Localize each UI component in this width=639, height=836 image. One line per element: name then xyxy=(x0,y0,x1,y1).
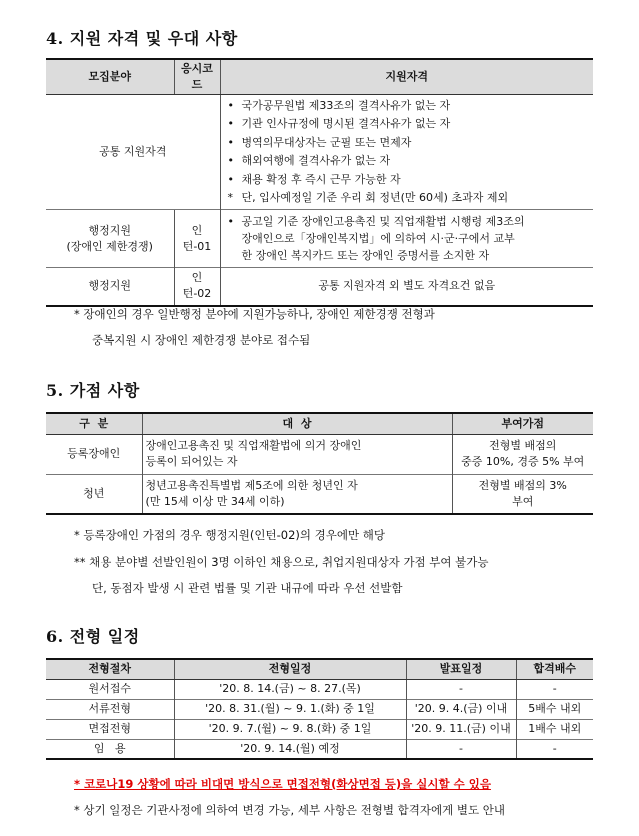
points-cell: 전형별 배점의 중증 10%, 경증 5% 부여 xyxy=(452,434,593,474)
section-5-note-1: * 등록장애인 가점의 경우 행정지원(인턴-02)의 경우에만 해당 xyxy=(74,528,385,542)
schedule-table xyxy=(46,658,593,760)
bullet-icon: • xyxy=(227,172,234,186)
list-item-note: * 단, 입사예정일 기준 우리 회 정년(만 60세) 초과자 제외 xyxy=(228,189,591,208)
disabled-code-cell: 인턴-01 xyxy=(174,210,220,268)
multiple-cell: - xyxy=(516,739,593,759)
asterisk-icon: * xyxy=(227,191,233,204)
header-points: 부여가점 xyxy=(452,413,593,434)
bullet-icon: • xyxy=(227,117,234,130)
header-category: 구 분 xyxy=(46,413,142,434)
header-field: 모집분야 xyxy=(46,59,174,95)
header-schedule: 전형일정 xyxy=(174,659,406,679)
disabled-qualification-cell: • 공고일 기준 장애인고용촉진 및 직업재활법 시행령 제3조의 장애인으로「장애인복지법」에 의하여 시·군·구에서 교부 한 장애인 복지카드 또는 장애인 증명서를 소지한 자 xyxy=(220,210,593,268)
header-target: 대 상 xyxy=(142,413,452,434)
common-qualification-label: 공통 지원자격 xyxy=(46,95,220,210)
target-cell: 청년고용촉진특별법 제5조에 의한 청년인 자 (만 15세 이상 만 34세 이하) xyxy=(142,474,452,514)
bullet-icon: • xyxy=(227,98,234,112)
disabled-field-cell: 행정지원 (장애인 제한경쟁) xyxy=(46,210,174,268)
list-item: • 해외여행에 결격사유가 없는 자 xyxy=(228,152,591,171)
section-6-note-schedule-change: * 상기 일정은 기관사정에 의하여 변경 가능, 세부 사항은 전형별 합격자에게 별도 안내 xyxy=(74,803,505,817)
table-row xyxy=(46,739,593,759)
stage-cell: 원서접수 xyxy=(46,679,174,699)
header-code: 응시코드 xyxy=(174,59,220,95)
section-5-title: 5. 가점 사항 xyxy=(46,381,140,400)
section-4-note-line-2: 중복지원 시 장애인 제한경쟁 분야로 접수됨 xyxy=(92,333,311,347)
announce-cell: - xyxy=(406,679,516,699)
category-cell: 청년 xyxy=(46,474,142,514)
table-row xyxy=(46,434,593,474)
bullet-icon: • xyxy=(227,215,234,228)
table-row xyxy=(46,474,593,514)
schedule-cell: '20. 8. 31.(월) ~ 9. 1.(화) 중 1일 xyxy=(174,699,406,719)
stage-cell: 서류전형 xyxy=(46,699,174,719)
points-cell: 전형별 배점의 3% 부여 xyxy=(452,474,593,514)
schedule-cell: '20. 9. 14.(월) 예정 xyxy=(174,739,406,759)
header-multiple: 합격배수 xyxy=(516,659,593,679)
header-announce: 발표일정 xyxy=(406,659,516,679)
section-5-note-2: ** 채용 분야별 선발인원이 3명 이하인 채용으로, 취업지원대상자 가점 부여 불가능 xyxy=(74,555,489,569)
qualification-table xyxy=(46,58,593,307)
multiple-cell: 1배수 내외 xyxy=(516,719,593,739)
general-qualification-cell: 공통 지원자격 외 별도 자격요건 없음 xyxy=(220,268,593,306)
section-4-note-line-1: * 장애인의 경우 일반행정 분야에 지원가능하나, 장애인 제한경쟁 전형과 xyxy=(74,307,435,321)
header-stage: 전형절차 xyxy=(46,659,174,679)
category-cell: 등록장애인 xyxy=(46,434,142,474)
bullet-icon: • xyxy=(227,135,234,149)
multiple-cell: 5배수 내외 xyxy=(516,699,593,719)
table-row xyxy=(46,699,593,719)
multiple-cell: - xyxy=(516,679,593,699)
general-field-cell: 행정지원 xyxy=(46,268,174,306)
list-item: • 채용 확정 후 즉시 근무 가능한 자 xyxy=(228,171,591,190)
section-6-title: 6. 전형 일정 xyxy=(46,627,140,646)
general-code-cell: 인턴-02 xyxy=(174,268,220,306)
table-row xyxy=(46,679,593,699)
stage-cell: 면접전형 xyxy=(46,719,174,739)
stage-cell: 임 용 xyxy=(46,739,174,759)
announce-cell: '20. 9. 4.(금) 이내 xyxy=(406,699,516,719)
section-6-note-covid: * 코로나19 상황에 따라 비대면 방식으로 면접전형(화상면접 등)을 실시할 수 있음 xyxy=(74,777,491,791)
schedule-cell: '20. 9. 7.(월) ~ 9. 8.(화) 중 1일 xyxy=(174,719,406,739)
list-item: • 국가공무원법 제33조의 결격사유가 없는 자 xyxy=(228,97,591,116)
target-cell: 장애인고용촉진 및 직업재활법에 의거 장애인 등록이 되어있는 자 xyxy=(142,434,452,474)
list-item: • 병역의무대상자는 군필 또는 면제자 xyxy=(228,134,591,153)
bonus-points-table xyxy=(46,412,593,515)
table-row xyxy=(46,719,593,739)
announce-cell: '20. 9. 11.(금) 이내 xyxy=(406,719,516,739)
section-5-note-3: 단, 동점자 발생 시 관련 법률 및 기관 내규에 따라 우선 선발함 xyxy=(92,581,403,595)
common-qualification-list xyxy=(220,95,593,210)
list-item: • 기관 인사규정에 명시된 결격사유가 없는 자 xyxy=(228,115,591,134)
header-qualification: 지원자격 xyxy=(220,59,593,95)
bullet-icon: • xyxy=(227,154,234,167)
schedule-cell: '20. 8. 14.(금) ~ 8. 27.(목) xyxy=(174,679,406,699)
section-4-title: 4. 지원 자격 및 우대 사항 xyxy=(46,29,238,48)
announce-cell: - xyxy=(406,739,516,759)
